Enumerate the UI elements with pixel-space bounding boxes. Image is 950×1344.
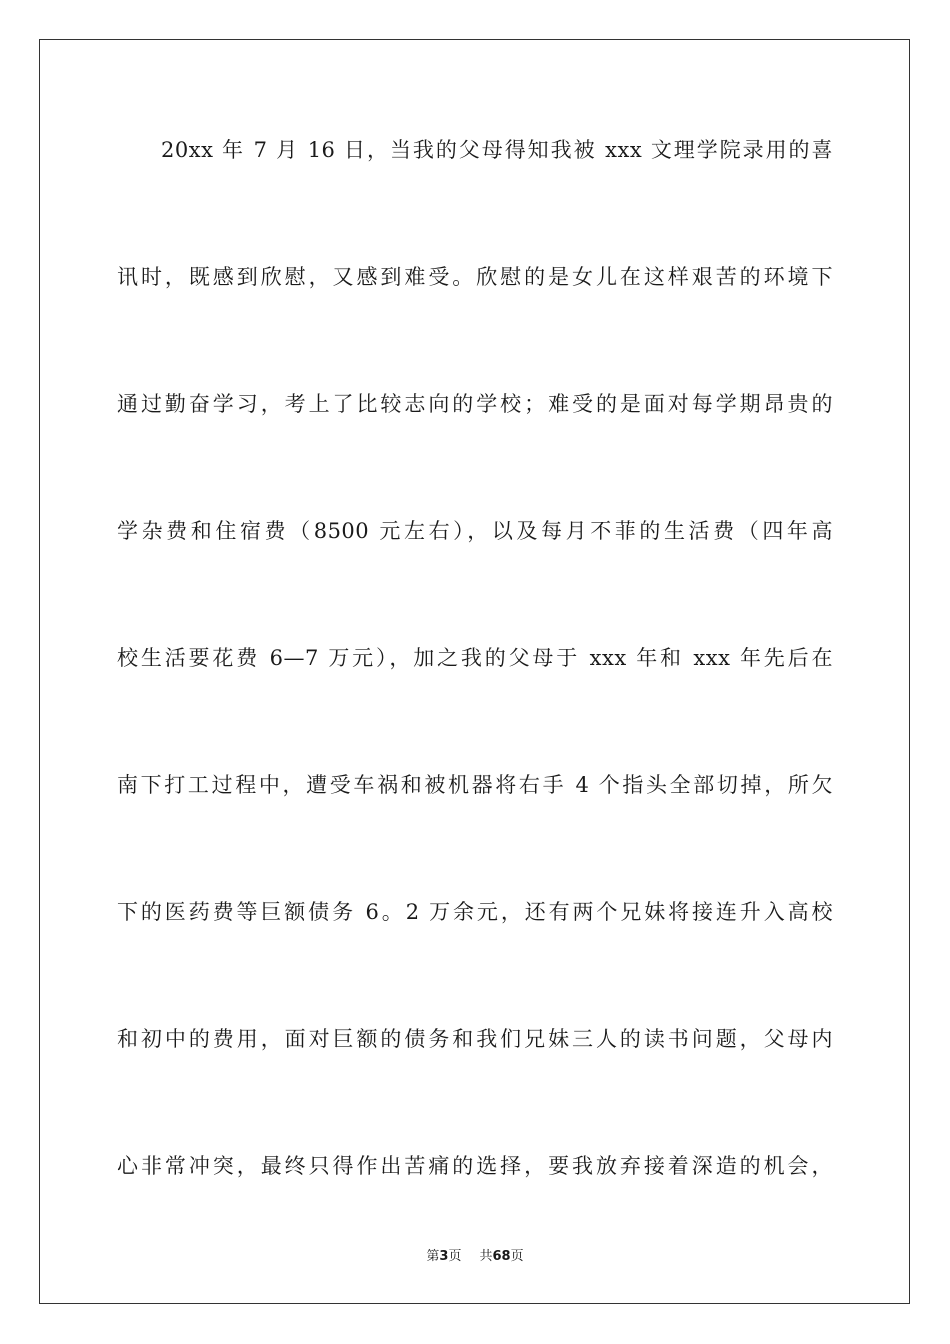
document-body bbox=[117, 121, 833, 1211]
paragraph-line-2: 讯时，既感到欣慰，又感到难受。欣慰的是女儿在这样艰苦的环境下 bbox=[117, 265, 833, 289]
paragraph-line-7: 下的医药费等巨额债务 6。2 万余元，还有两个兄妹将接连升入高校 bbox=[117, 900, 833, 924]
total-label-prefix: 共 bbox=[479, 1249, 493, 1264]
paragraph-line-3: 通过勤奋学习，考上了比较志向的学校；难受的是面对每学期昂贵的 bbox=[117, 392, 833, 416]
total-label-suffix: 页 bbox=[510, 1249, 524, 1264]
paragraph-line-6: 南下打工过程中，遭受车祸和被机器将右手 4 个指头全部切掉，所欠 bbox=[117, 773, 833, 797]
total-pages: 68 bbox=[492, 1249, 511, 1264]
paragraph-line-5: 校生活要花费 6—7 万元），加之我的父母于 xxx 年和 xxx 年先后在 bbox=[117, 646, 833, 670]
paragraph-line-9: 心非常冲突，最终只得作出苦痛的选择，要我放弃接着深造的机会， bbox=[117, 1154, 833, 1178]
page-number: 3 bbox=[439, 1249, 449, 1264]
page-label-prefix: 第 bbox=[426, 1249, 440, 1264]
page-footer bbox=[0, 1245, 950, 1264]
page-label-suffix: 页 bbox=[448, 1249, 462, 1264]
paragraph-line-4: 学杂费和住宿费（8500 元左右），以及每月不菲的生活费（四年高 bbox=[117, 519, 833, 543]
paragraph-line-1: 20xx 年 7 月 16 日，当我的父母得知我被 xxx 文理学院录用的喜 bbox=[161, 138, 833, 162]
paragraph-line-8: 和初中的费用，面对巨额的债务和我们兄妹三人的读书问题，父母内 bbox=[117, 1027, 833, 1051]
